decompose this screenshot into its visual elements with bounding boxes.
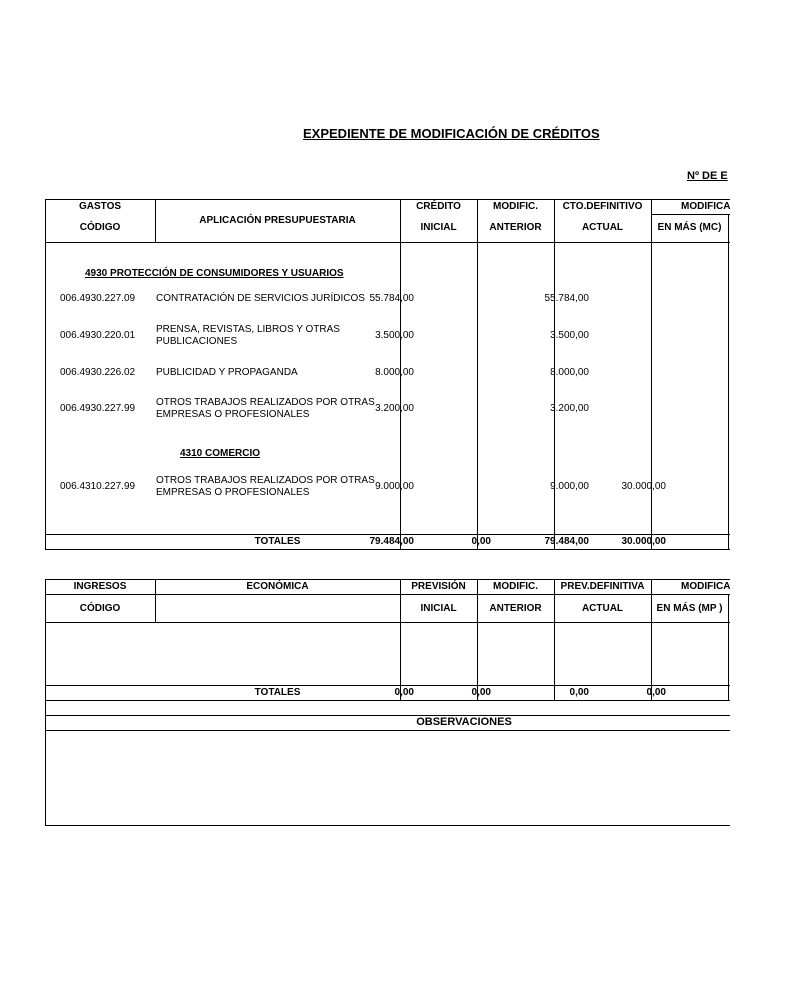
ingresos-totals-bottom [45, 700, 730, 701]
row-inicial: 55.784,00 [369, 293, 414, 304]
header-aplicacion: APLICACIÓN PRESUPUESTARIA [199, 215, 356, 226]
row-codigo: 006.4930.227.09 [60, 293, 136, 304]
row-descripcion: OTROS TRABAJOS REALIZADOS POR OTRAS EMPRESAS O PROFESIONALES [156, 475, 375, 498]
header-anterior: ANTERIOR [489, 222, 542, 233]
row-actual: 3.200,00 [550, 403, 589, 414]
totals-label: TOTALES [254, 687, 301, 698]
totals-actual: 79.484,00 [544, 536, 589, 547]
observaciones-bottom-border [45, 825, 730, 826]
totals-anterior: 0,00 [471, 687, 491, 698]
gastos-top-border [45, 199, 730, 200]
ingresos-col-divider [651, 579, 652, 701]
header-modifica: MODIFICA [681, 201, 730, 212]
gastos-body-bottom [45, 534, 730, 535]
ingresos-col-divider [554, 579, 555, 701]
row-descripcion: OTROS TRABAJOS REALIZADOS POR OTRAS EMPRESAS O PROFESIONALES [156, 397, 375, 420]
ingresos-top-border [45, 579, 730, 580]
ingresos-col-divider [477, 579, 478, 701]
header-prevision: PREVISIÓN [411, 581, 466, 592]
header-codigo: CÓDIGO [79, 222, 121, 233]
row-descripcion: CONTRATACIÓN DE SERVICIOS JURÍDICOS [156, 293, 365, 304]
totals-actual: 0,00 [569, 687, 589, 698]
section-title: 4930 PROTECCIÓN DE CONSUMIDORES Y USUARIOS [85, 268, 344, 279]
row-inicial: 3.200,00 [375, 403, 414, 414]
header-modific: MODIFIC. [493, 581, 538, 592]
ingresos-left-border [45, 579, 46, 701]
ingresos-col-divider [728, 594, 729, 701]
row-codigo: 006.4310.227.99 [60, 481, 136, 492]
gastos-header-bottom [45, 242, 730, 243]
row-codigo: 006.4930.226.02 [60, 367, 136, 378]
header-inicial: INICIAL [420, 222, 457, 233]
row-inicial: 3.500,00 [375, 330, 414, 341]
header-actual: ACTUAL [581, 603, 624, 614]
header-anterior: ANTERIOR [489, 603, 542, 614]
gastos-modifica-divider [651, 214, 730, 215]
row-descripcion: PRENSA, REVISTAS, LIBROS Y OTRAS PUBLICACIONES [156, 324, 340, 347]
row-descripcion: PUBLICIDAD Y PROPAGANDA [156, 367, 298, 378]
observaciones-label: OBSERVACIONES [416, 716, 512, 728]
ingresos-body-bottom [45, 685, 730, 686]
row-inicial: 8.000,00 [375, 367, 414, 378]
header-modifica: MODIFICA [681, 581, 730, 592]
header-prev-definitiva: PREV.DEFINITIVA [560, 581, 645, 592]
section-title: 4310 COMERCIO [180, 448, 261, 459]
header-economica: ECONÓMICA [246, 581, 309, 592]
row-actual: 3.500,00 [550, 330, 589, 341]
header-actual: ACTUAL [581, 222, 624, 233]
row-actual: 55.784,00 [544, 293, 589, 304]
ingresos-col-divider [400, 579, 401, 701]
ingresos-header-bottom [45, 622, 730, 623]
row-en-mas: 30.000,00 [621, 481, 666, 492]
header-codigo: CÓDIGO [79, 603, 121, 614]
header-en-mas: EN MÁS (MC) [657, 222, 722, 233]
header-ingresos: INGRESOS [73, 581, 127, 592]
observaciones-header-bottom [45, 730, 730, 731]
header-inicial: INICIAL [420, 603, 457, 614]
expediente-number-label: Nº DE E [687, 170, 728, 182]
row-inicial: 9.000,00 [375, 481, 414, 492]
totals-inicial: 0,00 [394, 687, 414, 698]
document-title: EXPEDIENTE DE MODIFICACIÓN DE CRÉDITOS [303, 126, 600, 141]
totals-label: TOTALES [254, 536, 301, 547]
row-actual: 9.000,00 [550, 481, 589, 492]
row-actual: 8.000,00 [550, 367, 589, 378]
gastos-col-divider [728, 214, 729, 550]
header-gastos: GASTOS [78, 201, 122, 212]
row-codigo: 006.4930.227.99 [60, 403, 136, 414]
gastos-bottom-border [45, 549, 730, 550]
row-codigo: 006.4930.220.01 [60, 330, 136, 341]
header-modific: MODIFIC. [493, 201, 538, 212]
header-en-mas: EN MÁS (MP ) [656, 603, 723, 614]
gastos-col-divider [651, 199, 652, 550]
header-credito: CRÉDITO [416, 201, 461, 212]
totals-anterior: 0,00 [471, 536, 491, 547]
totals-inicial: 79.484,00 [369, 536, 414, 547]
totals-en-mas: 30.000,00 [621, 536, 666, 547]
totals-en-mas: 0,00 [646, 687, 666, 698]
header-cto-definitivo: CTO.DEFINITIVO [562, 201, 643, 212]
gastos-left-border [45, 199, 46, 550]
gastos-col-divider [477, 199, 478, 550]
ingresos-header-divider [45, 594, 730, 595]
